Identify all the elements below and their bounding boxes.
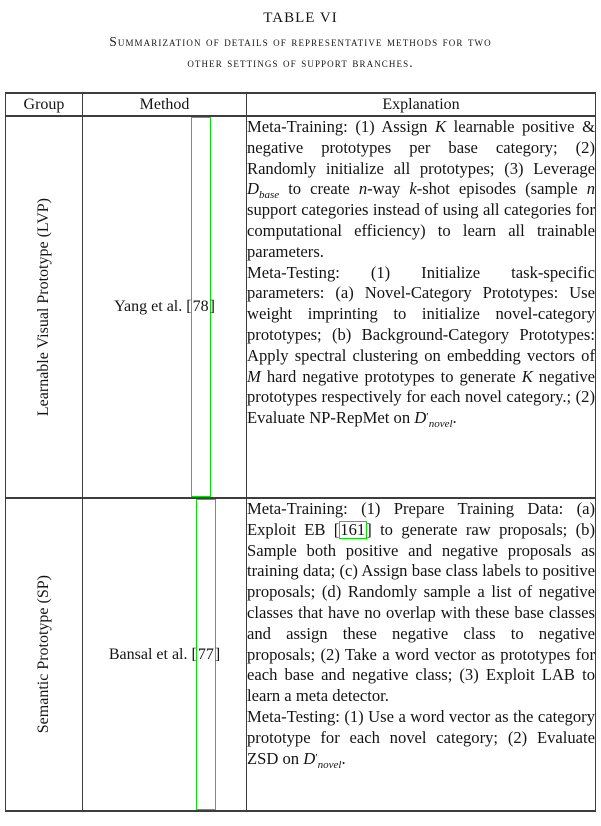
group-cell-sp	[6, 498, 83, 811]
group-label-sp: Semantic Prototype (SP)	[35, 575, 52, 734]
table-caption-line-2: other settings of support branches.	[187, 55, 414, 70]
table-row-lvp	[6, 116, 596, 498]
citation-link-box-78[interactable]	[191, 117, 211, 497]
method-cell-yang	[83, 116, 247, 498]
method-text-suffix: ]	[214, 645, 221, 663]
explanation-cell-sp	[247, 498, 596, 811]
group-cell-lvp	[6, 116, 83, 498]
methods-table	[5, 92, 596, 812]
table-title: TABLE VI	[263, 10, 338, 26]
header-method: Method	[83, 93, 247, 116]
table-caption-line-1: Summarization of details of representative methods for two	[109, 34, 492, 49]
explanation-text-sp	[247, 499, 595, 769]
paper-page	[0, 9, 601, 812]
table-header-row	[6, 93, 596, 116]
header-explanation: Explanation	[247, 93, 596, 116]
explanation-paragraph: Meta-Training: (1) Assign K learnable positive & negative prototypes per base category; (2) Randomly initialize all prototypes; (3) Leverage $D_{base}$ to create n-way k-shot episodes (sample n support categories instead of using all categories for computational efficiency) to learn all trainable parameters.	[247, 117, 595, 261]
method-cell-bansal	[83, 498, 247, 811]
explanation-cell-lvp	[247, 116, 596, 498]
method-text-prefix: Yang et al. [	[114, 298, 192, 315]
group-label-lvp: Learnable Visual Prototype (LVP)	[35, 197, 52, 417]
citation-link-box-77[interactable]	[196, 499, 216, 810]
header-group: Group	[6, 93, 83, 116]
explanation-paragraph: Meta-Testing: (1) Initialize task-specific parameters: (a) Novel-Category Prototypes: Use weight imprinting to initialize novel-category prototypes; (b) Background-Category Prototypes: Apply spectral clustering on embedding vectors of M hard negative prototypes to generate K negative prototypes respectively for each novel category.; (2) Evaluate NP-RepMet on $D'_{novel}$.	[247, 262, 595, 429]
method-text-suffix: ]	[209, 298, 215, 315]
citation-link-inline[interactable]: 161	[340, 519, 366, 539]
citation-number[interactable]: 77	[197, 645, 214, 663]
explanation-text-lvp	[247, 117, 595, 429]
citation-number[interactable]: 78	[192, 298, 209, 315]
table-caption	[0, 31, 601, 73]
explanation-paragraph: Meta-Training: (1) Prepare Training Data: (a) Exploit EB [161] to generate raw proposals; (b) Sample both positive and negative proposals as training data; (c) Assign base class labels to positive proposals; (d) Randomly sample a list of negative classes that have no overlap with these base classes and assign these negative class to negative proposals; (2) Take a word vector as prototypes for each base and negative class; (3) Exploit LAB to learn a meta detector.	[247, 499, 595, 706]
method-text-prefix: Bansal et al. [	[108, 645, 197, 663]
table-row-sp	[6, 498, 596, 811]
explanation-paragraph: Meta-Testing: (1) Use a word vector as the category prototype for each novel category; (2) Evaluate ZSD on $D'_{novel}$.	[247, 706, 595, 770]
